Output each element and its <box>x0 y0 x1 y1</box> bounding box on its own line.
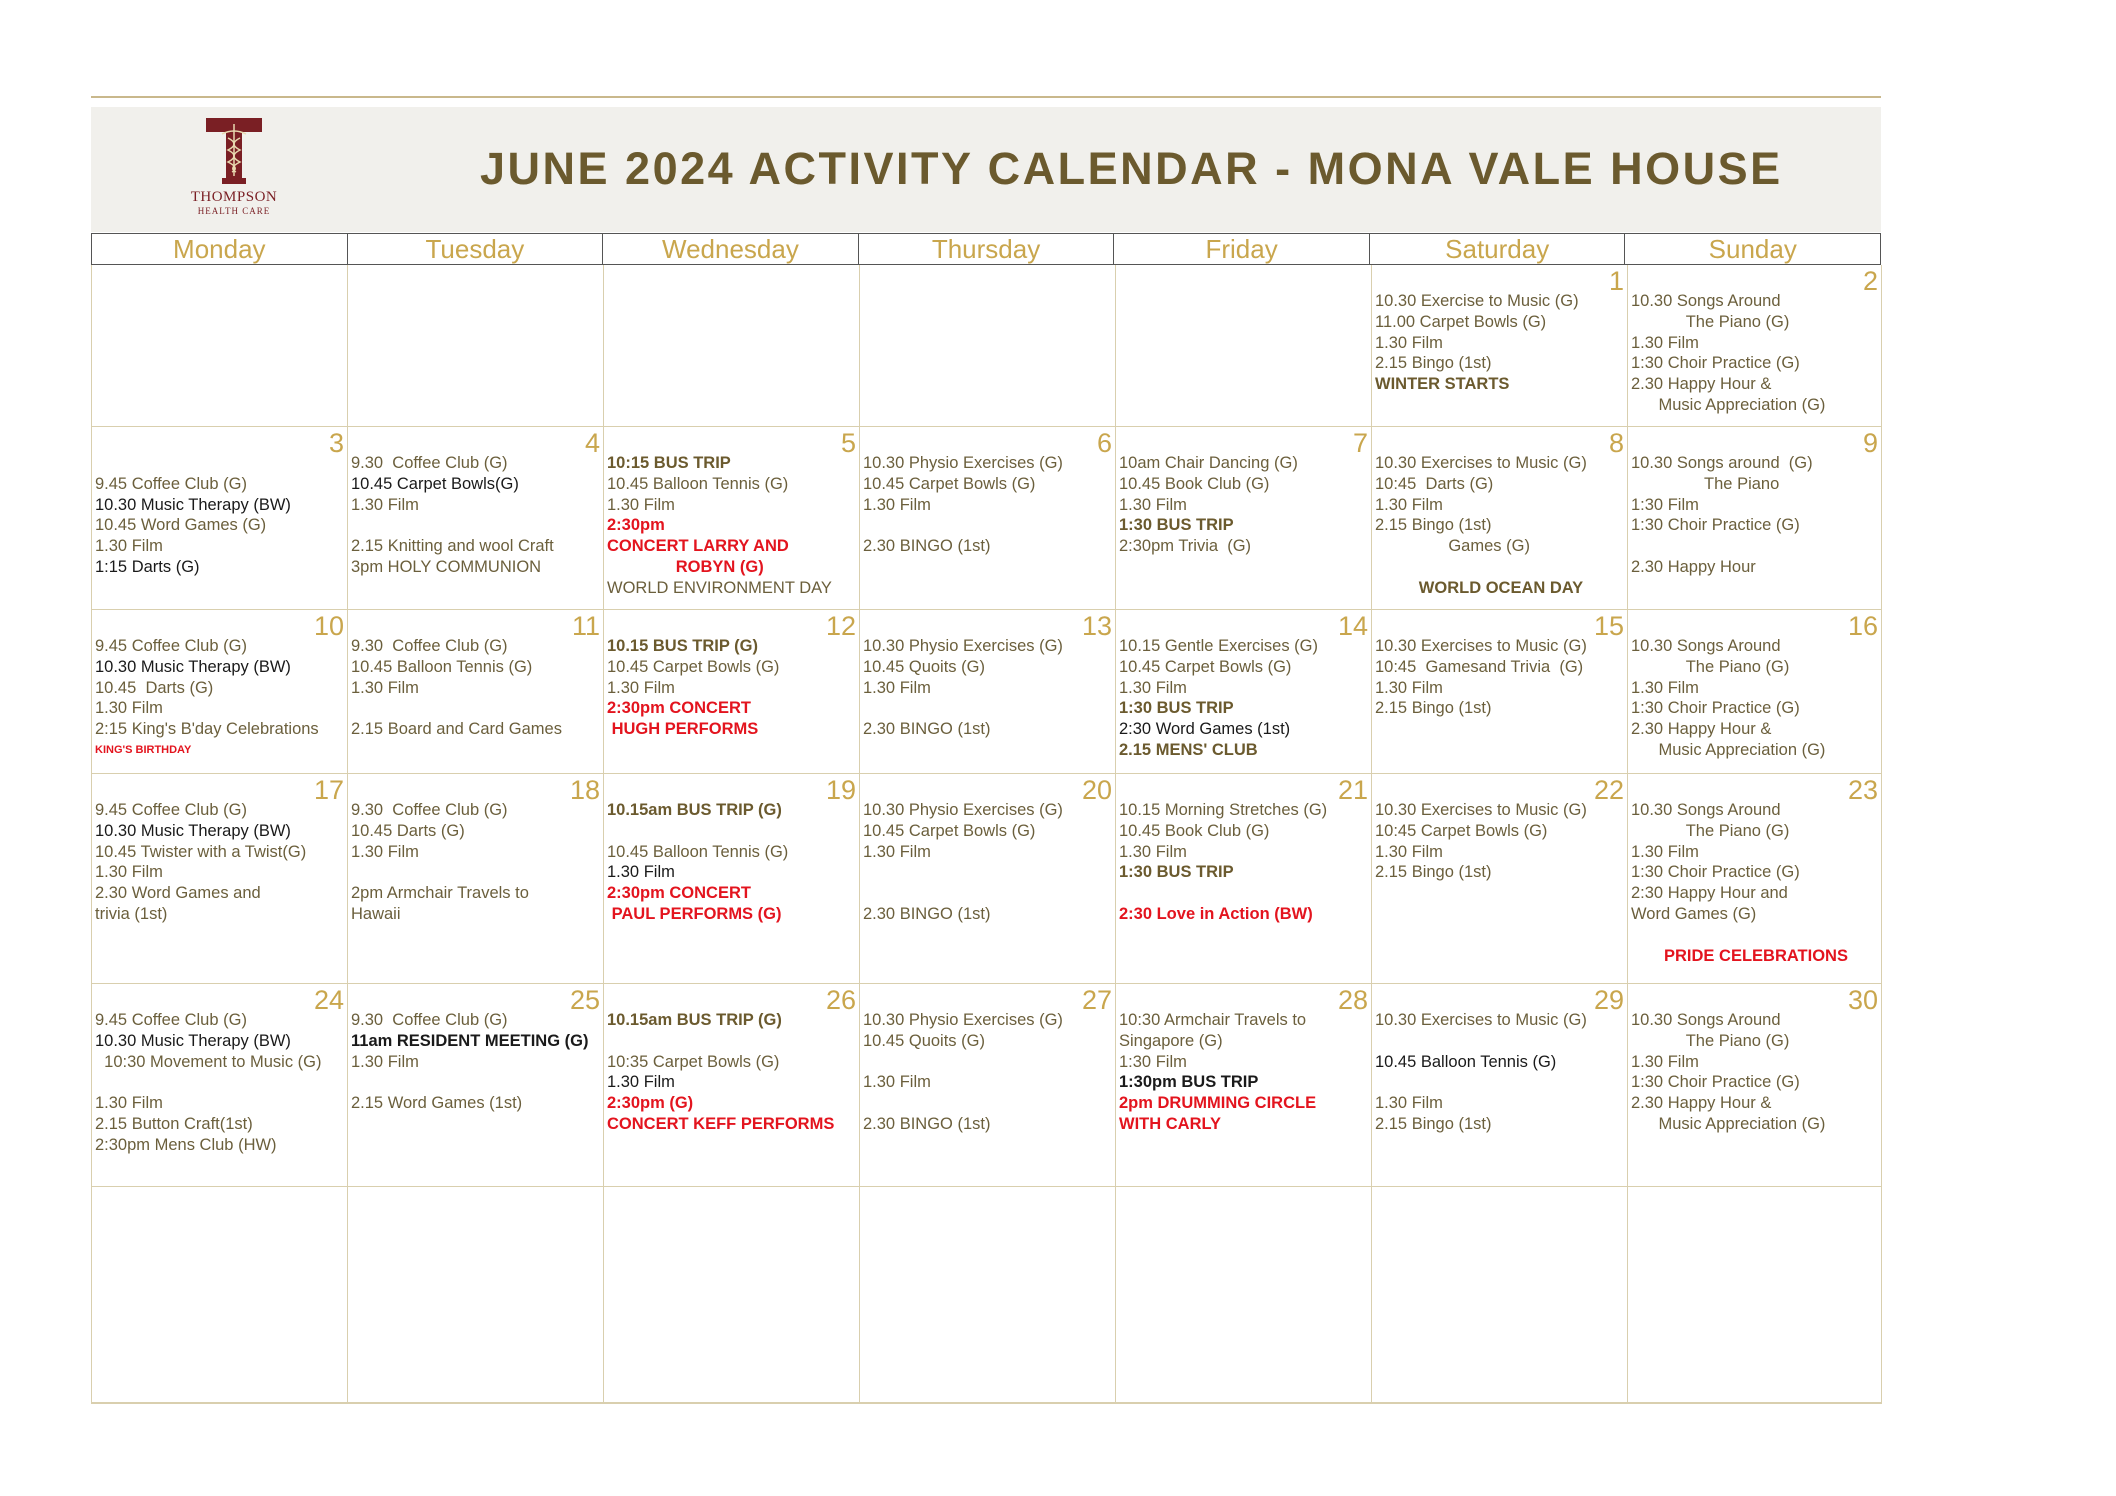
weekday-header: Saturday <box>1370 234 1626 264</box>
weekday-header: Sunday <box>1708 234 1797 264</box>
activity-item: 10.45 Balloon Tennis (G) <box>607 842 789 861</box>
activity-item: 10am Chair Dancing (G) <box>1119 454 1298 472</box>
activity-item: 10.30 Physio Exercises (G) <box>863 637 1063 655</box>
activity-item: 2:30pm CONCERT <box>607 699 751 718</box>
activity-item: PRIDE CELEBRATIONS <box>1664 946 1848 965</box>
activity-item: 1.30 Film <box>351 842 419 861</box>
activity-item: 1.30 Film <box>1375 333 1443 352</box>
activity-item: 10.30 Music Therapy (BW) <box>95 1031 291 1050</box>
activity-item: 11.00 Carpet Bowls (G) <box>1375 312 1547 331</box>
activity-item: 10.45 Carpet Bowls (G) <box>863 821 1036 840</box>
activity-item: 1:30 Choir Practice (G) <box>1631 354 1800 373</box>
day-cell <box>1628 774 1882 983</box>
week-row <box>92 774 1882 984</box>
day-cell <box>1372 427 1628 609</box>
activity-list <box>351 800 603 925</box>
activity-list <box>1631 453 1881 578</box>
date-number: 23 <box>1847 775 1878 805</box>
activity-list <box>1375 291 1627 395</box>
weekday-header: Tuesday <box>348 234 604 264</box>
day-cell <box>1372 610 1628 773</box>
calendar-grid <box>91 265 1882 1404</box>
date-number: 6 <box>1096 428 1112 458</box>
date-number: 27 <box>1081 985 1112 1015</box>
day-cell <box>860 1187 1116 1402</box>
activity-item: CONCERT KEFF PERFORMS <box>607 1114 835 1133</box>
activity-item: The Piano <box>1631 474 1780 493</box>
activity-item: Word Games (G) <box>1631 904 1757 923</box>
activity-list <box>95 636 347 761</box>
activity-item: 10.45 Balloon Tennis (G) <box>607 474 789 493</box>
activity-item: 10.30 Physio Exercises (G) <box>863 454 1063 472</box>
activity-item: ROBYN (G) <box>607 557 764 576</box>
activity-list <box>863 1010 1115 1135</box>
activity-item <box>351 515 603 536</box>
day-cell <box>1116 774 1372 983</box>
activity-item: 1.30 Film <box>351 495 419 514</box>
activity-list <box>1631 636 1881 761</box>
date-number: 13 <box>1081 611 1112 641</box>
date-number: 3 <box>328 428 344 458</box>
thompson-logo <box>172 116 296 224</box>
activity-list <box>95 453 347 578</box>
day-cell <box>604 427 860 609</box>
activity-item: 10.45 Book Club (G) <box>1119 821 1270 840</box>
activity-item: 10.45 Book Club (G) <box>1119 474 1270 493</box>
day-cell <box>1372 1187 1628 1402</box>
activity-item: 1.30 Film <box>1631 678 1699 697</box>
activity-list <box>1375 453 1627 599</box>
activity-item: 2.15 Button Craft(1st) <box>95 1114 253 1133</box>
activity-item <box>95 453 347 474</box>
activity-item: 1.30 Film <box>95 699 163 718</box>
weekday-header-row <box>91 233 1881 265</box>
logo-name: THOMPSON <box>190 189 278 205</box>
date-number: 4 <box>584 428 600 458</box>
activity-item: WINTER STARTS <box>1375 375 1510 394</box>
activity-item: 2.15 Knitting and wool Craft <box>351 537 554 556</box>
activity-item: KING'S BIRTHDAY <box>95 743 192 756</box>
day-cell <box>860 427 1116 609</box>
day-cell <box>92 610 348 773</box>
activity-item: 3pm HOLY COMMUNION <box>351 557 542 576</box>
weekday-header: Friday <box>1114 234 1370 264</box>
date-number: 25 <box>569 985 600 1015</box>
activity-item: WORLD ENVIRONMENT DAY <box>607 578 832 597</box>
day-cell <box>604 265 860 426</box>
activity-item <box>863 862 1115 883</box>
activity-item: 10.45 Twister with a Twist(G) <box>95 842 307 861</box>
activity-item: 1.30 Film <box>351 678 419 697</box>
week-row <box>92 265 1882 427</box>
activity-item: 9.45 Coffee Club (G) <box>95 1011 247 1029</box>
date-number: 7 <box>1352 428 1368 458</box>
activity-item: PAUL PERFORMS (G) <box>607 904 782 923</box>
activity-item: WORLD OCEAN DAY <box>1418 578 1584 597</box>
activity-item: 2.30 Happy Hour & <box>1631 1094 1772 1113</box>
activity-item: 2.30 BINGO (1st) <box>863 720 991 739</box>
activity-item: 10:30 Movement to Music (G) <box>95 1052 322 1071</box>
activity-item: 10:45 Gamesand Trivia (G) <box>1375 657 1584 676</box>
day-cell <box>1628 984 1882 1186</box>
activity-item: 2:30pm <box>607 516 665 535</box>
week-row <box>92 427 1882 610</box>
day-cell <box>604 984 860 1186</box>
activity-item: 10:45 Darts (G) <box>1375 474 1494 493</box>
activity-item: Music Appreciation (G) <box>1631 740 1826 759</box>
day-cell <box>348 610 604 773</box>
activity-item: The Piano (G) <box>1631 657 1790 676</box>
activity-item <box>863 515 1115 536</box>
activity-item: 2.15 Bingo (1st) <box>1375 354 1492 373</box>
activity-item <box>607 1031 859 1052</box>
activity-item: 2.15 Word Games (1st) <box>351 1094 523 1113</box>
day-cell <box>860 610 1116 773</box>
day-cell <box>1372 984 1628 1186</box>
activity-item: 1:30 Choir Practice (G) <box>1631 516 1800 535</box>
activity-item: 10.30 Songs around (G) <box>1631 454 1813 472</box>
day-cell <box>92 984 348 1186</box>
activity-item: 1.30 Film <box>863 678 931 697</box>
date-number: 14 <box>1337 611 1368 641</box>
activity-item: 10.30 Songs Around <box>1631 1011 1781 1029</box>
activity-item: 10.30 Exercise to Music (G) <box>1375 292 1579 310</box>
activity-item: WITH CARLY <box>1119 1114 1222 1133</box>
day-cell <box>1628 1187 1882 1402</box>
day-cell <box>348 984 604 1186</box>
activity-item: 10.30 Exercises to Music (G) <box>1375 637 1587 655</box>
activity-item: 10.45 Carpet Bowls(G) <box>351 474 519 493</box>
activity-list <box>863 453 1115 557</box>
activity-list <box>863 800 1115 925</box>
activity-item: 2.15 Board and Card Games <box>351 720 562 739</box>
activity-item <box>1119 883 1371 904</box>
activity-list <box>1375 636 1627 719</box>
activity-item: 2:30pm CONCERT <box>607 884 751 903</box>
activity-item: CONCERT LARRY AND <box>607 537 789 556</box>
activity-item: 9.30 Coffee Club (G) <box>351 801 508 819</box>
activity-list <box>95 800 347 925</box>
activity-item: 2.30 Word Games and <box>95 884 261 903</box>
activity-list <box>1119 1010 1371 1135</box>
date-number: 9 <box>1862 428 1878 458</box>
activity-item: 2.30 BINGO (1st) <box>863 904 991 923</box>
activity-item: 10.15am BUS TRIP (G) <box>607 801 782 819</box>
activity-list <box>1631 800 1881 966</box>
activity-list <box>607 800 859 925</box>
activity-item: 10.30 Music Therapy (BW) <box>95 495 291 514</box>
weekday-header: Thursday <box>859 234 1115 264</box>
activity-list <box>351 636 603 740</box>
activity-item: 1.30 Film <box>607 863 675 882</box>
activity-item: 1.30 Film <box>1119 842 1187 861</box>
activity-item: HUGH PERFORMS <box>607 720 759 739</box>
activity-item: 10.30 Physio Exercises (G) <box>863 1011 1063 1029</box>
activity-item <box>607 821 859 842</box>
activity-item: 1:30 Film <box>1631 495 1699 514</box>
day-cell <box>92 265 348 426</box>
date-number: 17 <box>313 775 344 805</box>
day-cell <box>1116 427 1372 609</box>
activity-item: 9.30 Coffee Club (G) <box>351 637 508 655</box>
date-number: 26 <box>825 985 856 1015</box>
date-number: 30 <box>1847 985 1878 1015</box>
activity-item: 2.15 Bingo (1st) <box>1375 1114 1492 1133</box>
activity-item: 2.30 Happy Hour <box>1631 557 1756 576</box>
activity-item: 1.30 Film <box>863 842 931 861</box>
activity-item: 1.30 Film <box>351 1052 419 1071</box>
activity-item: 10.30 Music Therapy (BW) <box>95 821 291 840</box>
activity-item <box>351 698 603 719</box>
week-row <box>92 984 1882 1187</box>
activity-item: 10:15 BUS TRIP <box>607 454 731 472</box>
day-cell <box>1628 610 1882 773</box>
activity-item: 10.30 Music Therapy (BW) <box>95 657 291 676</box>
activity-item: 1.30 Film <box>1375 1094 1443 1113</box>
week-row <box>92 610 1882 774</box>
activity-list <box>1119 453 1371 557</box>
activity-item: Music Appreciation (G) <box>1631 395 1826 414</box>
activity-item: 1:30 BUS TRIP <box>1119 516 1234 535</box>
activity-item: 1:30 Film <box>1119 1052 1187 1071</box>
date-number: 19 <box>825 775 856 805</box>
weekday-header: Wednesday <box>603 234 859 264</box>
day-cell <box>92 1187 348 1402</box>
activity-item: 1.30 Film <box>1375 495 1443 514</box>
day-cell <box>860 984 1116 1186</box>
activity-item: 1.30 Film <box>1631 333 1699 352</box>
date-number: 24 <box>313 985 344 1015</box>
activity-item: 1.30 Film <box>95 863 163 882</box>
activity-item: 1.30 Film <box>607 1073 675 1092</box>
activity-list <box>351 1010 603 1114</box>
date-number: 18 <box>569 775 600 805</box>
day-cell <box>604 1187 860 1402</box>
activity-item: The Piano (G) <box>1631 821 1790 840</box>
day-cell <box>604 610 860 773</box>
activity-item: 10.45 Quoits (G) <box>863 657 985 676</box>
activity-list <box>95 1010 347 1156</box>
activity-item: 2.15 MENS' CLUB <box>1119 740 1258 759</box>
activity-list <box>1631 291 1881 416</box>
activity-item: 10.45 Darts (G) <box>95 678 214 697</box>
activity-item: Hawaii <box>351 904 401 923</box>
activity-item: 1:30 Choir Practice (G) <box>1631 699 1800 718</box>
activity-item: 10.30 Songs Around <box>1631 637 1781 655</box>
activity-item <box>95 1072 347 1093</box>
activity-item: 2:30pm Trivia (G) <box>1119 537 1252 556</box>
activity-item: 9.45 Coffee Club (G) <box>95 474 247 493</box>
activity-item: 1:30 BUS TRIP <box>1119 699 1234 718</box>
activity-item: 10.15am BUS TRIP (G) <box>607 1011 782 1029</box>
activity-item: 1.30 Film <box>863 1073 931 1092</box>
activity-item: 1:15 Darts (G) <box>95 557 200 576</box>
day-cell <box>1116 265 1372 426</box>
activity-item: 1.30 Film <box>607 495 675 514</box>
day-cell <box>348 265 604 426</box>
activity-item: 10.30 Physio Exercises (G) <box>863 801 1063 819</box>
day-cell <box>1116 610 1372 773</box>
activity-item: 1.30 Film <box>607 678 675 697</box>
caduceus-logo-icon <box>202 116 266 186</box>
activity-item <box>1631 536 1881 557</box>
activity-list <box>1119 636 1371 761</box>
activity-item: The Piano (G) <box>1631 312 1790 331</box>
activity-item: 1:30 BUS TRIP <box>1119 863 1234 882</box>
activity-item: Music Appreciation (G) <box>1631 1114 1826 1133</box>
activity-item: 10.15 Morning Stretches (G) <box>1119 801 1328 819</box>
date-number: 29 <box>1593 985 1624 1015</box>
activity-item: 10.30 Exercises to Music (G) <box>1375 454 1587 472</box>
activity-item: 10.45 Quoits (G) <box>863 1031 985 1050</box>
day-cell <box>1372 265 1628 426</box>
activity-item <box>863 1093 1115 1114</box>
activity-item: 2.30 BINGO (1st) <box>863 537 991 556</box>
date-number: 28 <box>1337 985 1368 1015</box>
activity-item: 2.30 Happy Hour & <box>1631 720 1772 739</box>
activity-item: 10.45 Darts (G) <box>351 821 465 840</box>
activity-item: 9.30 Coffee Club (G) <box>351 454 508 472</box>
activity-list <box>607 453 859 599</box>
date-number: 10 <box>313 611 344 641</box>
activity-item: 2.30 BINGO (1st) <box>863 1114 991 1133</box>
activity-item <box>863 1052 1115 1073</box>
day-cell <box>604 774 860 983</box>
activity-item: 10.45 Word Games (G) <box>95 516 267 535</box>
activity-item: trivia (1st) <box>95 904 168 923</box>
date-number: 5 <box>840 428 856 458</box>
activity-item: 2.15 Bingo (1st) <box>1375 863 1492 882</box>
activity-item <box>863 883 1115 904</box>
activity-list <box>1375 1010 1627 1135</box>
date-number: 21 <box>1337 775 1368 805</box>
activity-item <box>351 862 603 883</box>
activity-item: 1.30 Film <box>95 537 163 556</box>
activity-item: 2pm Armchair Travels to <box>351 884 529 903</box>
day-cell <box>1628 427 1882 609</box>
day-cell <box>1628 265 1882 426</box>
day-cell <box>860 265 1116 426</box>
date-number: 8 <box>1608 428 1624 458</box>
activity-item: 1:30 Choir Practice (G) <box>1631 863 1800 882</box>
weekday-header: Monday <box>92 234 348 264</box>
activity-list <box>607 1010 859 1135</box>
activity-item: 2:30pm Mens Club (HW) <box>95 1135 277 1154</box>
activity-item: 1:30 Choir Practice (G) <box>1631 1073 1800 1092</box>
activity-item: 10:35 Carpet Bowls (G) <box>607 1052 780 1071</box>
day-cell <box>1116 984 1372 1186</box>
activity-item: 10.30 Exercises to Music (G) <box>1375 1011 1587 1029</box>
activity-item <box>1375 557 1627 578</box>
activity-item: 1.30 Film <box>1375 678 1443 697</box>
activity-item: 10.45 Balloon Tennis (G) <box>1375 1052 1557 1071</box>
activity-item: 2.15 Bingo (1st) <box>1375 699 1492 718</box>
activity-item: 2:30 Happy Hour and <box>1631 884 1788 903</box>
activity-item: 10.30 Exercises to Music (G) <box>1375 801 1587 819</box>
day-cell <box>1116 1187 1372 1402</box>
activity-item: 10.15 Gentle Exercises (G) <box>1119 637 1318 655</box>
activity-item <box>863 698 1115 719</box>
activity-item: 10.45 Carpet Bowls (G) <box>1119 657 1292 676</box>
activity-item: The Piano (G) <box>1631 1031 1790 1050</box>
activity-item: 9.45 Coffee Club (G) <box>95 801 247 819</box>
date-number: 1 <box>1608 266 1624 296</box>
activity-item: 10.15 BUS TRIP (G) <box>607 637 758 655</box>
activity-item: 2.30 Happy Hour & <box>1631 375 1772 394</box>
activity-item: 10.30 Songs Around <box>1631 292 1781 310</box>
activity-list <box>1119 800 1371 925</box>
top-rule <box>91 96 1881 98</box>
activity-item <box>351 1072 603 1093</box>
activity-item: 10.45 Balloon Tennis (G) <box>351 657 533 676</box>
date-number: 22 <box>1593 775 1624 805</box>
activity-item: Singapore (G) <box>1119 1031 1223 1050</box>
day-cell <box>348 427 604 609</box>
activity-list <box>1631 1010 1881 1135</box>
date-number: 15 <box>1593 611 1624 641</box>
activity-item <box>1375 1072 1627 1093</box>
activity-item: 1:30pm BUS TRIP <box>1119 1073 1259 1092</box>
activity-item: 10.30 Songs Around <box>1631 801 1781 819</box>
activity-item: 2pm DRUMMING CIRCLE <box>1119 1094 1317 1113</box>
day-cell <box>92 774 348 983</box>
week-row <box>92 1187 1882 1403</box>
activity-item: 10:30 Armchair Travels to <box>1119 1011 1307 1029</box>
activity-item: 1.30 Film <box>1631 1052 1699 1071</box>
activity-item: 1.30 Film <box>1631 842 1699 861</box>
activity-item <box>1375 1031 1627 1052</box>
activity-list <box>1375 800 1627 883</box>
activity-list <box>351 453 603 578</box>
day-cell <box>860 774 1116 983</box>
date-number: 16 <box>1847 611 1878 641</box>
activity-item: 2:15 King's B'day Celebrations <box>95 720 319 739</box>
day-cell <box>92 427 348 609</box>
logo-subtitle: HEALTH CARE <box>197 206 271 216</box>
activity-list <box>863 636 1115 740</box>
day-cell <box>348 1187 604 1402</box>
activity-item: 1.30 Film <box>1119 495 1187 514</box>
activity-item: 10.45 Carpet Bowls (G) <box>607 657 780 676</box>
activity-item: 10.45 Carpet Bowls (G) <box>863 474 1036 493</box>
day-cell <box>348 774 604 983</box>
date-number: 11 <box>571 611 600 641</box>
activity-item: 2:30pm (G) <box>607 1094 694 1113</box>
activity-item: 1.30 Film <box>1375 842 1443 861</box>
activity-item: 10:45 Carpet Bowls (G) <box>1375 821 1548 840</box>
activity-item: 2:30 Word Games (1st) <box>1119 720 1291 739</box>
activity-list <box>607 636 859 740</box>
activity-item: 1.30 Film <box>95 1094 163 1113</box>
activity-item: 9.30 Coffee Club (G) <box>351 1011 508 1029</box>
activity-item: 1.30 Film <box>1119 678 1187 697</box>
activity-item: 1.30 Film <box>863 495 931 514</box>
date-number: 12 <box>825 611 856 641</box>
activity-item: Games (G) <box>1375 537 1530 556</box>
date-number: 20 <box>1081 775 1112 805</box>
activity-item: 11am RESIDENT MEETING (G) <box>351 1031 589 1050</box>
activity-item: 9.45 Coffee Club (G) <box>95 637 247 655</box>
date-number: 2 <box>1862 266 1878 296</box>
activity-item: 2:30 Love in Action (BW) <box>1119 904 1313 923</box>
activity-item <box>1631 925 1881 946</box>
activity-item: 2.15 Bingo (1st) <box>1375 516 1492 535</box>
day-cell <box>1372 774 1628 983</box>
page-title: JUNE 2024 ACTIVITY CALENDAR - MONA VALE HOUSE <box>480 143 1783 194</box>
